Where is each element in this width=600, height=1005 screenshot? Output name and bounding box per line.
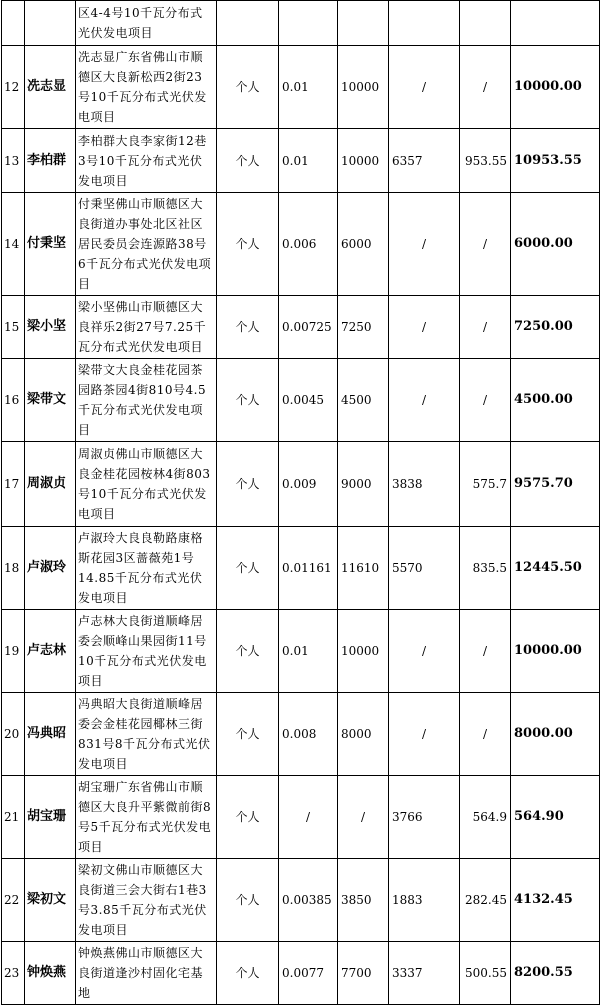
applicant-name: 周淑贞	[25, 442, 76, 527]
applicant-type: 个人	[217, 46, 279, 129]
total-amount: 4132.45	[511, 859, 600, 942]
subsidy-amount: 3850	[338, 859, 389, 942]
row-number: 23	[2, 942, 25, 1005]
applicant-name: 冼志显	[25, 46, 76, 129]
generation-subsidy: /	[460, 46, 511, 129]
generation-value: 5570	[389, 527, 460, 610]
subsidy-amount: 7250	[338, 296, 389, 359]
project-description: 梁初文佛山市顺德区大良街道三会大街右1巷3号3.85千瓦分布式光伏发电项目	[76, 859, 217, 942]
applicant-name: 钟焕燕	[25, 942, 76, 1005]
capacity-value: 0.0077	[279, 942, 338, 1005]
applicant-name: 李柏群	[25, 129, 76, 193]
capacity-value: 0.006	[279, 193, 338, 296]
table-row	[2, 296, 600, 359]
subsidy-amount: 10000	[338, 129, 389, 193]
table-row	[2, 859, 600, 942]
project-description: 胡宝珊广东省佛山市顺德区大良升平紫微前街8号5千瓦分布式光伏发电项目	[76, 776, 217, 859]
applicant-name: 梁带文	[25, 359, 76, 442]
capacity-value	[279, 1, 338, 46]
generation-value	[389, 1, 460, 46]
subsidy-amount: /	[338, 776, 389, 859]
generation-subsidy: /	[460, 359, 511, 442]
table-row	[2, 942, 600, 1005]
capacity-value: /	[279, 776, 338, 859]
table-row	[2, 1, 600, 46]
applicant-type: 个人	[217, 359, 279, 442]
project-description: 钟焕燕佛山市顺德区大良街道逢沙村固化宅基地	[76, 942, 217, 1005]
capacity-value: 0.01	[279, 129, 338, 193]
applicant-name: 卢志林	[25, 610, 76, 693]
subsidy-amount: 4500	[338, 359, 389, 442]
generation-value: /	[389, 610, 460, 693]
generation-subsidy: /	[460, 610, 511, 693]
table-row	[2, 359, 600, 442]
capacity-value: 0.00725	[279, 296, 338, 359]
generation-subsidy: 953.55	[460, 129, 511, 193]
subsidy-amount: 11610	[338, 527, 389, 610]
generation-value: /	[389, 296, 460, 359]
total-amount: 12445.50	[511, 527, 600, 610]
applicant-name	[25, 1, 76, 46]
table-row	[2, 610, 600, 693]
row-number: 12	[2, 46, 25, 129]
subsidy-amount	[338, 1, 389, 46]
total-amount: 4500.00	[511, 359, 600, 442]
capacity-value: 0.0045	[279, 359, 338, 442]
table-row	[2, 442, 600, 527]
subsidy-amount: 9000	[338, 442, 389, 527]
applicant-name: 梁初文	[25, 859, 76, 942]
row-number: 18	[2, 527, 25, 610]
subsidy-amount: 8000	[338, 693, 389, 776]
row-number: 17	[2, 442, 25, 527]
row-number: 14	[2, 193, 25, 296]
applicant-type: 个人	[217, 693, 279, 776]
total-amount: 10000.00	[511, 610, 600, 693]
generation-subsidy: 500.55	[460, 942, 511, 1005]
generation-value: 3838	[389, 442, 460, 527]
applicant-name: 胡宝珊	[25, 776, 76, 859]
generation-value: 1883	[389, 859, 460, 942]
total-amount: 8200.55	[511, 942, 600, 1005]
generation-subsidy: 835.5	[460, 527, 511, 610]
table-row	[2, 129, 600, 193]
row-number: 22	[2, 859, 25, 942]
applicant-type: 个人	[217, 296, 279, 359]
generation-value: /	[389, 193, 460, 296]
applicant-type: 个人	[217, 442, 279, 527]
total-amount: 9575.70	[511, 442, 600, 527]
project-description: 付秉坚佛山市顺德区大良街道办事处北区社区居民委员会连源路38号6千瓦分布式光伏发电项目	[76, 193, 217, 296]
project-description: 冯典昭大良街道顺峰居委会金桂花园椰林三街831号8千瓦分布式光伏发电项目	[76, 693, 217, 776]
total-amount: 6000.00	[511, 193, 600, 296]
total-amount: 10953.55	[511, 129, 600, 193]
capacity-value: 0.01161	[279, 527, 338, 610]
capacity-value: 0.01	[279, 46, 338, 129]
subsidy-amount: 10000	[338, 610, 389, 693]
row-number: 15	[2, 296, 25, 359]
project-description: 冼志显广东省佛山市顺德区大良新松西2街23号10千瓦分布式光伏发电项目	[76, 46, 217, 129]
total-amount: 7250.00	[511, 296, 600, 359]
subsidy-amount: 7700	[338, 942, 389, 1005]
table-row	[2, 693, 600, 776]
generation-subsidy	[460, 1, 511, 46]
generation-value: 3337	[389, 942, 460, 1005]
subsidy-amount: 10000	[338, 46, 389, 129]
generation-value: /	[389, 693, 460, 776]
project-description: 区4-4号10千瓦分布式光伏发电项目	[76, 1, 217, 46]
project-description: 梁小坚佛山市顺德区大良祥乐2街27号7.25千瓦分布式光伏发电项目	[76, 296, 217, 359]
row-number: 16	[2, 359, 25, 442]
total-amount: 10000.00	[511, 46, 600, 129]
total-amount: 8000.00	[511, 693, 600, 776]
applicant-type: 个人	[217, 610, 279, 693]
generation-value: 3766	[389, 776, 460, 859]
applicant-name: 卢淑玲	[25, 527, 76, 610]
generation-subsidy: /	[460, 296, 511, 359]
applicant-type: 个人	[217, 193, 279, 296]
project-description: 梁带文大良金桂花园茶园路茶园4街810号4.5千瓦分布式光伏发电项目	[76, 359, 217, 442]
applicant-type: 个人	[217, 129, 279, 193]
row-number: 20	[2, 693, 25, 776]
table-row	[2, 46, 600, 129]
generation-subsidy: 282.45	[460, 859, 511, 942]
subsidy-amount: 6000	[338, 193, 389, 296]
row-number: 21	[2, 776, 25, 859]
project-description: 周淑贞佛山市顺德区大良金桂花园桉林4街803号10千瓦分布式光伏发电项目	[76, 442, 217, 527]
generation-subsidy: /	[460, 193, 511, 296]
capacity-value: 0.009	[279, 442, 338, 527]
capacity-value: 0.01	[279, 610, 338, 693]
table-row	[2, 776, 600, 859]
capacity-value: 0.008	[279, 693, 338, 776]
generation-value: /	[389, 46, 460, 129]
generation-subsidy: 564.9	[460, 776, 511, 859]
capacity-value: 0.00385	[279, 859, 338, 942]
total-amount: 564.90	[511, 776, 600, 859]
project-description: 李柏群大良李家街12巷3号10千瓦分布式光伏发电项目	[76, 129, 217, 193]
applicant-type: 个人	[217, 859, 279, 942]
generation-value: /	[389, 359, 460, 442]
generation-subsidy: 575.7	[460, 442, 511, 527]
applicant-name: 付秉坚	[25, 193, 76, 296]
applicant-type	[217, 1, 279, 46]
total-amount	[511, 1, 600, 46]
generation-value: 6357	[389, 129, 460, 193]
subsidy-table	[1, 0, 600, 1005]
row-number: 19	[2, 610, 25, 693]
generation-subsidy: /	[460, 693, 511, 776]
row-number: 13	[2, 129, 25, 193]
project-description: 卢志林大良街道顺峰居委会顺峰山果园街11号10千瓦分布式光伏发电项目	[76, 610, 217, 693]
applicant-type: 个人	[217, 527, 279, 610]
applicant-type: 个人	[217, 776, 279, 859]
table-row	[2, 527, 600, 610]
table-row	[2, 193, 600, 296]
applicant-name: 冯典昭	[25, 693, 76, 776]
row-number	[2, 1, 25, 46]
project-description: 卢淑玲大良良勒路康格斯花园3区蔷薇苑1号14.85千瓦分布式光伏发电项目	[76, 527, 217, 610]
applicant-name: 梁小坚	[25, 296, 76, 359]
applicant-type: 个人	[217, 942, 279, 1005]
